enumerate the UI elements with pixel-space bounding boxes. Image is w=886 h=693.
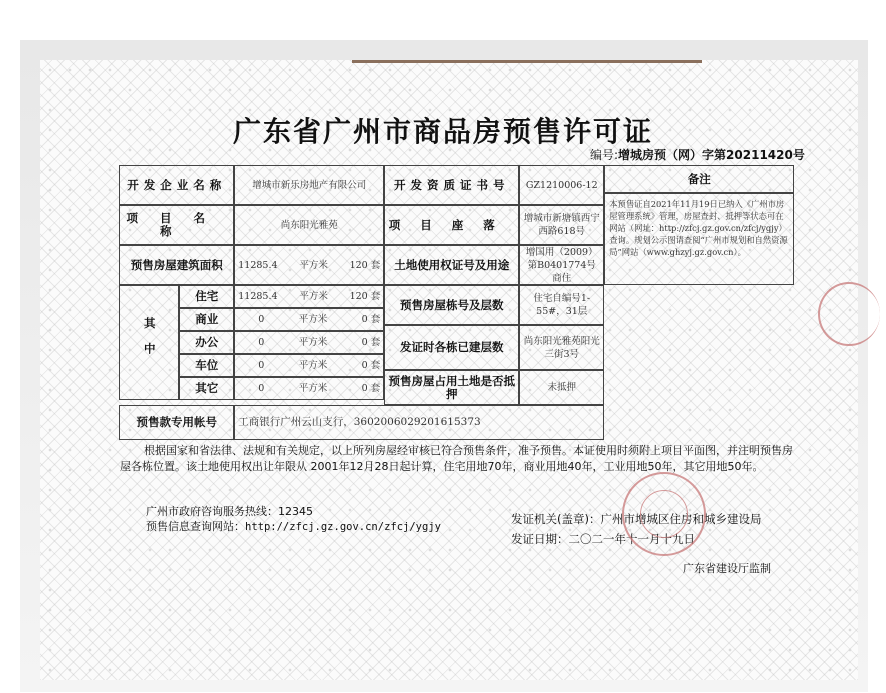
buildings-value: 住宅自编号1-55#，31层: [519, 285, 604, 325]
hotline: 广州市政府咨询服务热线：12345: [146, 505, 313, 518]
seal-inner-ring: [640, 490, 688, 538]
type-parking: 车位: [179, 354, 234, 377]
query-site: [146, 518, 441, 534]
location-value: 增城市新塘镇西宁西路618号: [519, 205, 604, 245]
issue-date: 发证日期：二〇二一年十一月十九日: [511, 532, 695, 546]
area-sets: 120 套: [349, 259, 381, 271]
developer-value: 增城市新乐房地产有限公司: [234, 165, 384, 205]
remarks-text: 本预售证自2021年11月19日已纳入《广州市房屋管理系统》管理，房屋查封、抵押等状态可在网站（网址：http://zfcj.gz.gov.cn/zfcj/ygjy）查询。规划公示图请查阅“广州市规划和自然资源局”网站（www.ghzyj.gz.gov.cn）。: [604, 193, 794, 285]
supervisor: 广东省建设厅监制: [683, 562, 771, 575]
mortgage-value: 未抵押: [519, 370, 604, 405]
permit-table: [120, 166, 795, 436]
type-commercial: 商业: [179, 308, 234, 331]
issuer-seal: [622, 472, 706, 556]
parking-row: 0 平方米 0 套: [234, 354, 384, 377]
residential-row: 11285.4 平方米 120 套: [234, 285, 384, 308]
commercial-row: 0 平方米 0 套: [234, 308, 384, 331]
office-row: 0 平方米 0 套: [234, 331, 384, 354]
among-label: 其中: [119, 285, 179, 400]
land-value: 增国用（2009）第B0401774号 商住: [519, 245, 604, 285]
account-label: 预售款专用帐号: [119, 405, 234, 440]
certificate-number-value: 增城房预（网）字第20211420号: [618, 148, 805, 162]
query-site-label: 预售信息查询网站：: [146, 520, 245, 533]
area-unit: 平方米: [299, 259, 328, 271]
location-label: 项目座落: [384, 205, 519, 245]
side-seal: [818, 282, 880, 346]
buildings-label: 预售房屋栋号及层数: [384, 285, 519, 325]
developer-label: 开发企业名称: [119, 165, 234, 205]
certificate-title: 广东省广州市商品房预售许可证: [232, 115, 653, 148]
top-binding-line: [352, 60, 702, 63]
type-residential: 住宅: [179, 285, 234, 308]
project-label: 项目名称: [119, 205, 234, 245]
type-office: 办公: [179, 331, 234, 354]
other-row: 0 平方米 0 套: [234, 377, 384, 400]
type-other: 其它: [179, 377, 234, 400]
issuer: 发证机关(盖章)：广州市增城区住房和城乡建设局: [511, 512, 762, 526]
project-value: 尚东阳光雅苑: [234, 205, 384, 245]
issued-floors-value: 尚东阳光雅苑阳光三街3号: [519, 325, 604, 370]
legal-paragraph: 根据国家和省法律、法规和有关规定，以上所列房屋经审核已符合预售条件，准予预售。本证使用时须附上项目平面图，并注明预售房屋各栋位置。该土地使用权出让年限从 2001年12月28日起计算，住宅用地70年，商业用地40年，工业用地50年，其它用地50年。: [120, 444, 793, 473]
account-value: 工商银行广州云山支行，3602006029201615373: [234, 405, 604, 440]
issued-floors-label: 发证时各栋已建层数: [384, 325, 519, 370]
mortgage-label: 预售房屋占用土地是否抵押: [384, 370, 519, 405]
certificate-number: 编号:增城房预（网）字第20211420号: [590, 148, 805, 162]
land-label: 土地使用权证号及用途: [384, 245, 519, 285]
qualification-value: GZ1210006-12: [519, 165, 604, 205]
area-label: 预售房屋建筑面积: [119, 245, 234, 285]
qualification-label: 开发资质证书号: [384, 165, 519, 205]
remarks-label: 备注: [604, 165, 794, 193]
query-site-url: http://zfcj.gz.gov.cn/zfcj/ygjy: [245, 521, 441, 533]
area-value-cell: [234, 245, 384, 285]
area-value: 11285.4: [238, 259, 278, 271]
